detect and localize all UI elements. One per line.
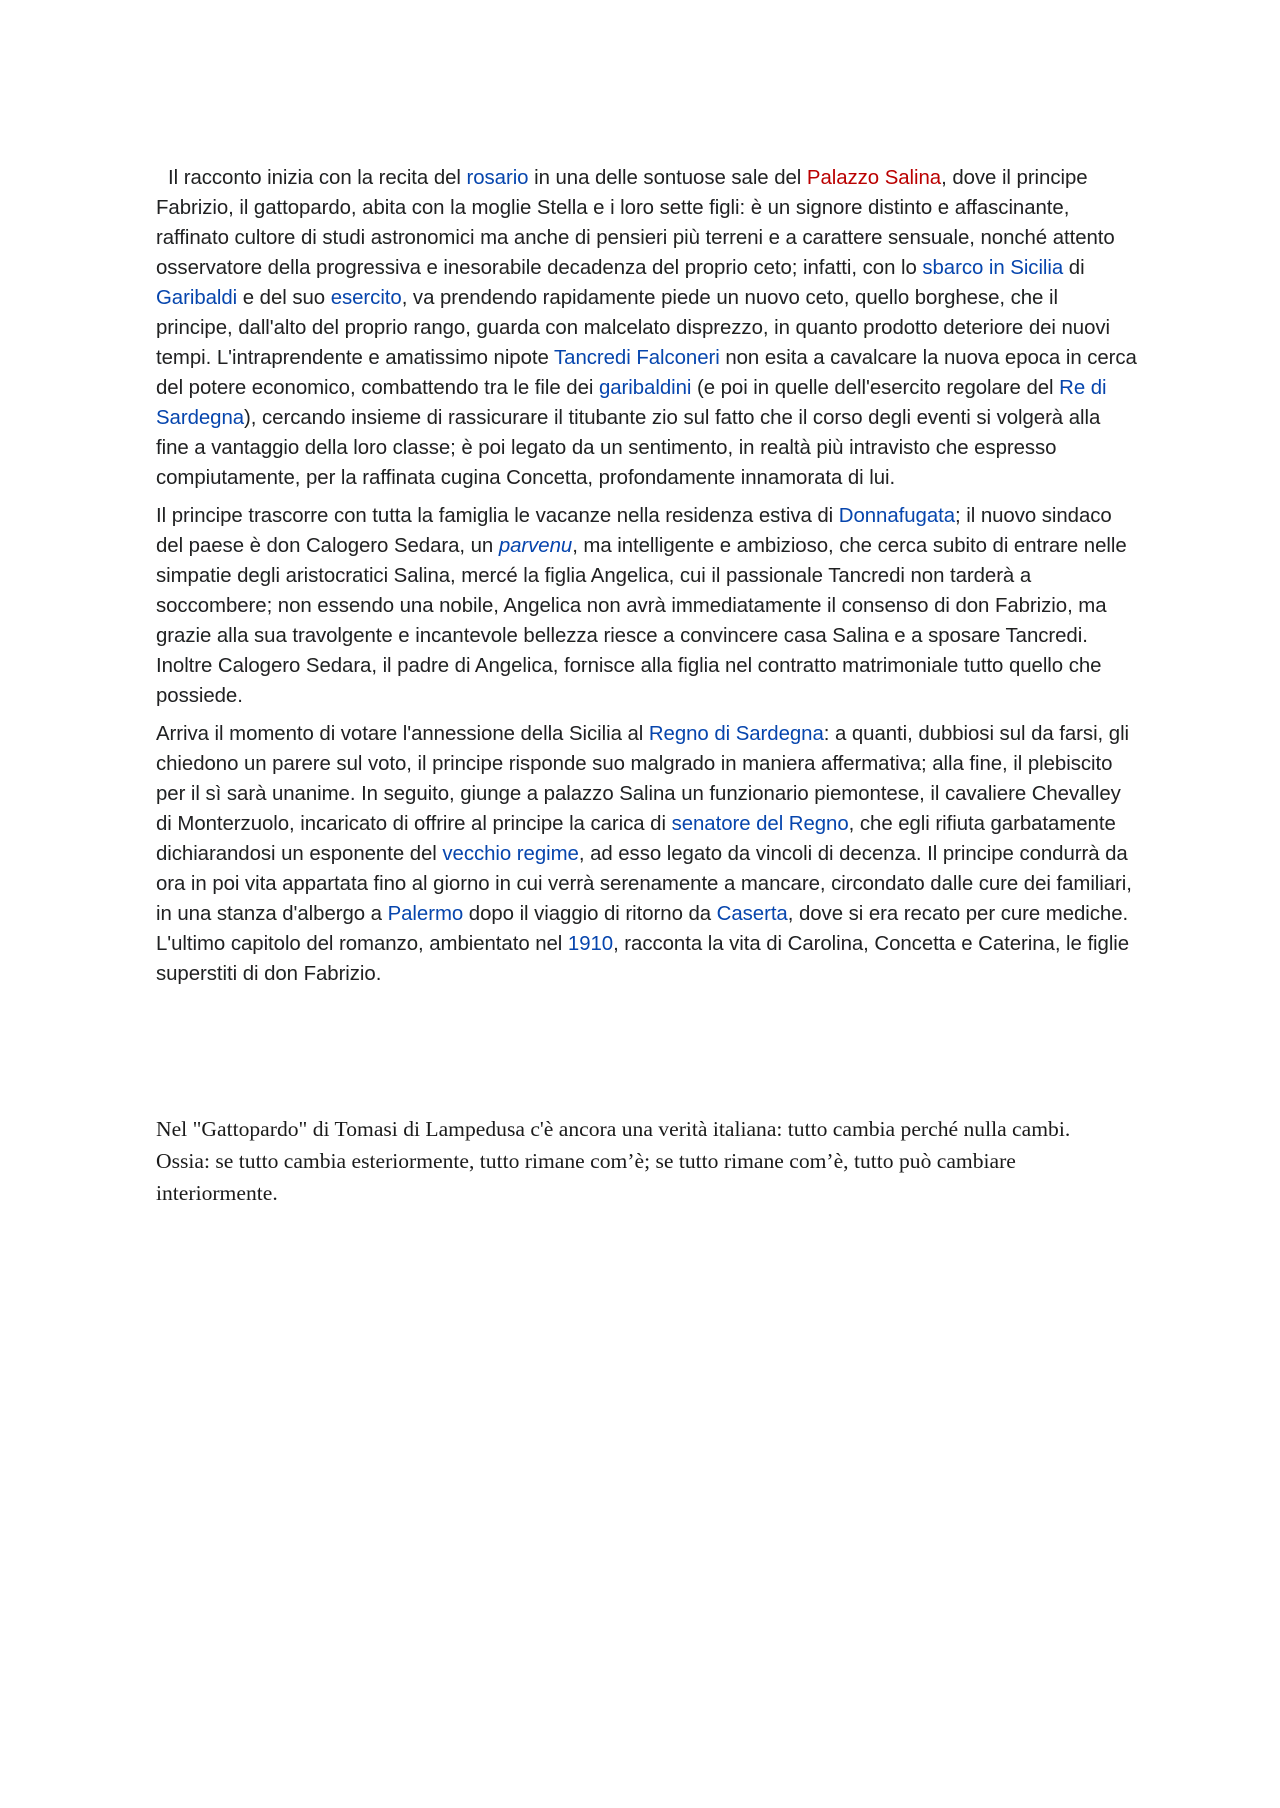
paragraph-text: , racconta la vita di Carolina, Concetta e Caterina, le figlie superstiti di don Fabrizio. [156, 933, 1130, 985]
paragraph-3 [156, 719, 1137, 989]
link-garibaldini[interactable]: garibaldini [598, 377, 692, 399]
paragraph-text: (e poi in quelle dell'esercito regolare del [691, 377, 1060, 399]
link-donnafugata[interactable]: Donnafugata [838, 505, 956, 527]
link-sbarco-in-sicilia[interactable]: sbarco in Sicilia [922, 257, 1064, 279]
link-re-di-sardegna[interactable]: Re di Sardegna [156, 377, 1107, 429]
paragraph-text: in una delle sontuose sale del [528, 167, 807, 189]
paragraph-text: Arriva il momento di votare l'annessione della Sicilia al [156, 723, 649, 745]
link-regno-di-sardegna[interactable]: Regno di Sardegna [648, 723, 824, 745]
plot-summary [156, 163, 1137, 997]
link-esercito[interactable]: esercito [330, 287, 402, 309]
link-1910[interactable]: 1910 [567, 933, 614, 955]
paragraph-text: , ad esso legato da vincoli di decenza. Il principe condurrà da ora in poi vita appartata fino al giorno in cui verrà serenamente a mancare, circondato dalle cure dei familiari, in una stanza d'albergo a [156, 843, 1132, 925]
paragraph-text: , dove il principe Fabrizio, il gattopardo, abita con la moglie Stella e i loro sette figli: è un signore distinto e affascinante, raffinato cultore di studi astronomici ma anche di pensieri più terreni e a carattere sensuale, nonché attento osservatore della progressiva e inesorabile decadenza del proprio ceto; infatti, con lo [156, 167, 1115, 279]
paragraph-1 [156, 163, 1137, 493]
paragraph-text: non esita a cavalcare la nuova epoca in cerca del potere economico, combattendo tra le file dei [156, 347, 1137, 399]
paragraph-text: Il principe trascorre con tutta la famiglia le vacanze nella residenza estiva di [156, 505, 839, 527]
link-garibaldi[interactable]: Garibaldi [156, 287, 238, 309]
link-palermo[interactable]: Palermo [387, 903, 464, 925]
link-vecchio-regime[interactable]: vecchio regime [442, 843, 579, 865]
link-tancredi-falconeri[interactable]: Tancredi Falconeri [554, 347, 720, 369]
paragraph-text: Il racconto inizia con la recita del [168, 167, 467, 189]
paragraph-text: di [1063, 257, 1085, 279]
paragraph-text: ), cercando insieme di rassicurare il titubante zio sul fatto che il corso degli eventi si volgerà alla fine a vantaggio della loro classe; è poi legato da un sentimento, in realtà più intravisto che espresso compiutamente, per la raffinata cugina Concetta, profondamente innamorata di lui. [156, 407, 1101, 489]
paragraph-text: dopo il viaggio di ritorno da [463, 903, 717, 925]
link-caserta[interactable]: Caserta [716, 903, 788, 925]
paragraph-2 [156, 501, 1137, 711]
link-senatore-del-regno[interactable]: senatore del Regno [671, 813, 849, 835]
paragraph-text: e del suo [237, 287, 331, 309]
link-rosario[interactable]: rosario [466, 167, 529, 189]
paragraph-text: ; il nuovo sindaco del paese è don Calogero Sedara, un [156, 505, 1112, 557]
paragraph-text: , va prendendo rapidamente piede un nuovo ceto, quello borghese, che il principe, dall'alto del proprio rango, guarda con malcelato disprezzo, in quanto prodotto deteriore dei nuovi tempi. L'intraprendente e amatissimo nipote [156, 287, 1111, 369]
paragraph-text: , ma intelligente e ambizioso, che cerca subito di entrare nelle simpatie degli aristocratici Salina, mercé la figlia Angelica, cui il passionale Tancredi non tarderà a soccombere; non essendo una nobile, Angelica non avrà immediatamente il consenso di don Fabrizio, ma grazie alla sua travolgente e incantevole bellezza riesce a convincere casa Salina e a sposare Tancredi. Inoltre Calogero Sedara, il padre di Angelica, fornisce alla figlia nel contratto matrimoniale tutto quello che possiede. [156, 535, 1127, 707]
link-parvenu[interactable]: parvenu [498, 535, 573, 557]
paragraph-text: , che egli rifiuta garbatamente dichiarandosi un esponente del [156, 813, 1116, 865]
quote-paragraph: Nel "Gattopardo" di Tomasi di Lampedusa c'è ancora una verità italiana: tutto cambia perché nulla cambi. Ossia: se tutto cambia esteriormente, tutto rimane com’è; se tutto rimane com’è, tutto può cambiare interiormente. [156, 1117, 1071, 1205]
paragraph-text: : a quanti, dubbiosi sul da farsi, gli chiedono un parere sul voto, il principe risponde suo malgrado in maniera affermativa; alla fine, il plebiscito per il sì sarà unanime. In seguito, giunge a palazzo Salina un funzionario piemontese, il cavaliere Chevalley di Monterzuolo, incaricato di offrire al principe la carica di [156, 723, 1130, 835]
link-palazzo-salina[interactable]: Palazzo Salina [806, 167, 942, 189]
paragraph-text: , dove si era recato per cure mediche. L'ultimo capitolo del romanzo, ambientato nel [156, 903, 1129, 955]
